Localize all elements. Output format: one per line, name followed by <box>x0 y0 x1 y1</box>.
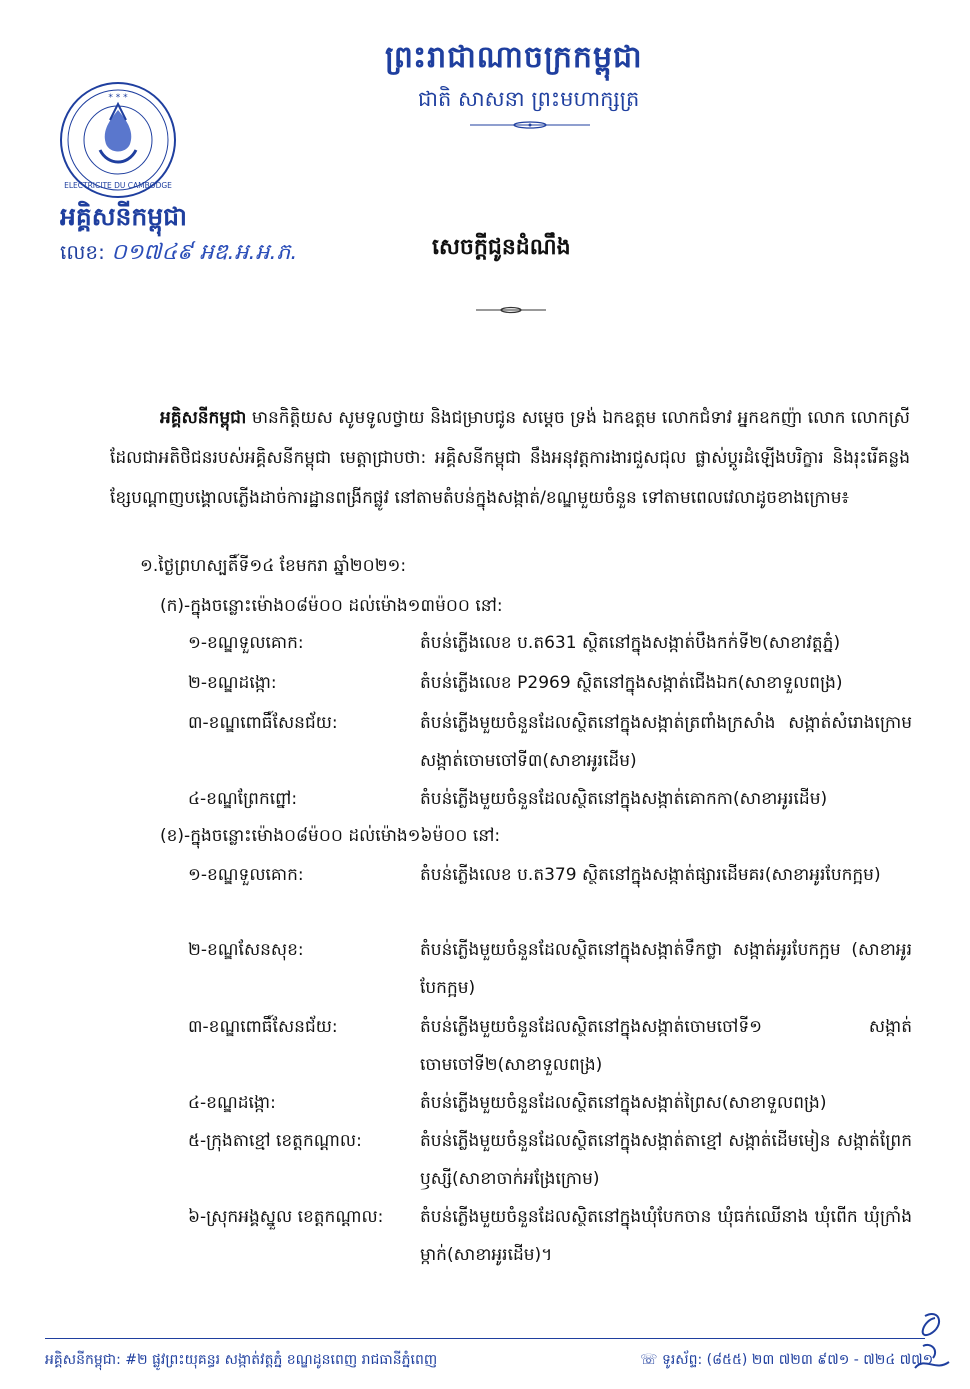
svg-text:ELECTRICITE DU CAMBODGE: ELECTRICITE DU CAMBODGE <box>64 181 172 190</box>
title-ornament <box>476 306 546 314</box>
section-a-text-2: តំបន់ភ្លើងលេខ P2969 ស្ថិតនៅក្នុងសង្កាត់ជើងឯក(សាខាទួលពង្រ) <box>420 673 843 693</box>
section-b-heading: (ខ)-ក្នុងចន្លោះម៉ោង០៨ម៉០០ ដល់ម៉ោង១៦ម៉០០ នៅ: <box>160 826 501 846</box>
intro-company: អគ្គិសនីកម្ពុជា <box>160 408 247 428</box>
reference-number <box>60 238 297 270</box>
section-b-label-2: ២-ខណ្ឌសែនសុខ: <box>188 940 304 960</box>
section-a-label-4: ៤-ខណ្ឌព្រែកព្នៅ: <box>188 789 298 809</box>
section-b-label-5: ៥-ក្រុងតាខ្មៅ ខេត្តកណ្តាល: <box>188 1131 362 1151</box>
section-a-heading: (ក)-ក្នុងចន្លោះម៉ោង០៨ម៉០០ ដល់ម៉ោង១៣ម៉០០ នៅ: <box>160 596 503 616</box>
footer-phone: ទូរស័ព្ទ: (៨៥៥) ២៣ ៧២៣ ៩៧១ - ៧២៤ ៧៧១ <box>661 1352 934 1368</box>
section-b-label-6: ៦-ស្រុកអង្គស្នួល ខេត្តកណ្តាល: <box>188 1207 384 1227</box>
company-name: អគ្គិសនីកម្ពុជា <box>60 202 187 231</box>
reference-label: លេខ: <box>60 240 105 264</box>
phone-icon: ☏ <box>640 1352 658 1368</box>
notice-title: សេចក្តីជូនដំណឹង <box>432 235 571 260</box>
section-b-text-2: តំបន់ភ្លើងមួយចំនួនដែលស្ថិតនៅក្នុងសង្កាត់ទឹកថ្លា សង្កាត់អូរបែកក្អម (សាខាអូរបែកក្អម) <box>420 940 912 998</box>
section-b-label-1: ១-ខណ្ឌទួលគោក: <box>188 865 304 885</box>
section-b-text-5: តំបន់ភ្លើងមួយចំនួនដែលស្ថិតនៅក្នុងសង្កាត់តាខ្មៅ សង្កាត់ដើមមៀន សង្កាត់ព្រែកឫស្សី(សាខាចាក់អង្រែក្រោម) <box>420 1131 912 1189</box>
section-b-label-3: ៣-ខណ្ឌពោធិ៍សែនជ័យ: <box>188 1017 338 1037</box>
footer-divider <box>45 1338 925 1339</box>
svg-text:* * *: * * * <box>108 93 128 103</box>
section-a-text-3: តំបន់ភ្លើងមួយចំនួនដែលស្ថិតនៅក្នុងសង្កាត់ត្រពាំងក្រសាំង សង្កាត់សំរោងក្រោម សង្កាត់ចោមចៅទី៣(សាខាអូរដើម) <box>420 713 912 771</box>
section-a-label-1: ១-ខណ្ឌទួលគោក: <box>188 633 304 653</box>
company-seal-logo <box>58 80 178 200</box>
section-a-label-3: ៣-ខណ្ឌពោធិ៍សែនជ័យ: <box>188 713 338 733</box>
national-motto: ជាតិ សាសនា ព្រះមហាក្សត្រ <box>418 87 640 111</box>
footer-contact <box>640 1350 933 1371</box>
section-b-text-4: តំបន់ភ្លើងមួយចំនួនដែលស្ថិតនៅក្នុងសង្កាត់ព្រៃស(សាខាទួលពង្រ) <box>420 1093 827 1113</box>
footer-address: អគ្គិសនីកម្ពុជា: #២ ផ្លូវព្រះយុគន្ធរ សង្កាត់វត្តភ្នំ ខណ្ឌដូនពេញ រាជធានីភ្នំពេញ <box>45 1352 438 1368</box>
section-b-text-1: តំបន់ភ្លើងលេខ ប.ត379 ស្ថិតនៅក្នុងសង្កាត់ផ្សារដើមគរ(សាខាអូរបែកក្អម) <box>420 865 881 885</box>
intro-paragraph <box>110 398 910 518</box>
intro-body: មានកិត្តិយស សូមទូលថ្វាយ និងជម្រាបជូន សម្តេច ទ្រង់ ឯកឧត្តម លោកជំទាវ អ្នកឧកញ៉ា លោក លោកស្រី ដែលជាអតិថិជនរបស់អគ្គិសនីកម្ពុជា មេត្តាជ្រាបថា: អគ្គិសនីកម្ពុជា នឹងអនុវត្តការងារជួសជុល ផ្លាស់ប្តូរដំឡើងបរិក្ខារ និងរុះរើគន្លងខ្សែបណ្តាញបង្គោលភ្លើងដាច់ការដ្ឋានពង្រីកផ្លូវ នៅតាមតំបន់ក្នុងសង្កាត់/ខណ្ឌមួយចំនួន ទៅតាមពេលវេលាដូចខាងក្រោម៖ <box>110 408 910 508</box>
section-b-label-4: ៤-ខណ្ឌដង្កោ: <box>188 1093 276 1113</box>
section-a-label-2: ២-ខណ្ឌដង្កោ: <box>188 673 277 693</box>
kingdom-title: ព្រះរាជាណាចក្រកម្ពុជា <box>385 40 643 75</box>
section-a-text-1: តំបន់ភ្លើងលេខ ប.ត631 ស្ថិតនៅក្នុងសង្កាត់បឹងកក់ទី២(សាខាវត្តភ្នំ) <box>420 633 841 653</box>
section-b-text-3: តំបន់ភ្លើងមួយចំនួនដែលស្ថិតនៅក្នុងសង្កាត់ចោមចៅទី១ សង្កាត់ចោមចៅទី២(សាខាទួលពង្រ) <box>420 1017 912 1075</box>
section-a-text-4: តំបន់ភ្លើងមួយចំនួនដែលស្ថិតនៅក្នុងសង្កាត់គោកកា(សាខាអូរដើម) <box>420 789 828 809</box>
header-ornament <box>470 121 590 129</box>
section-b-text-6: តំបន់ភ្លើងមួយចំនួនដែលស្ថិតនៅក្នុងឃុំបែកចាន ឃុំធក់ឈើនាង ឃុំពើក ឃុំក្រាំងម្កាក់(សាខាអូរដើម)។ <box>420 1207 912 1265</box>
day-heading: ១.ថ្ងៃព្រហស្បតិ៍ទី១៤ ខែមករា ឆ្នាំ២០២១: <box>140 556 407 576</box>
reference-value: ០១៧៤៩ អឌ.អ.អ.ភ. <box>111 240 298 265</box>
